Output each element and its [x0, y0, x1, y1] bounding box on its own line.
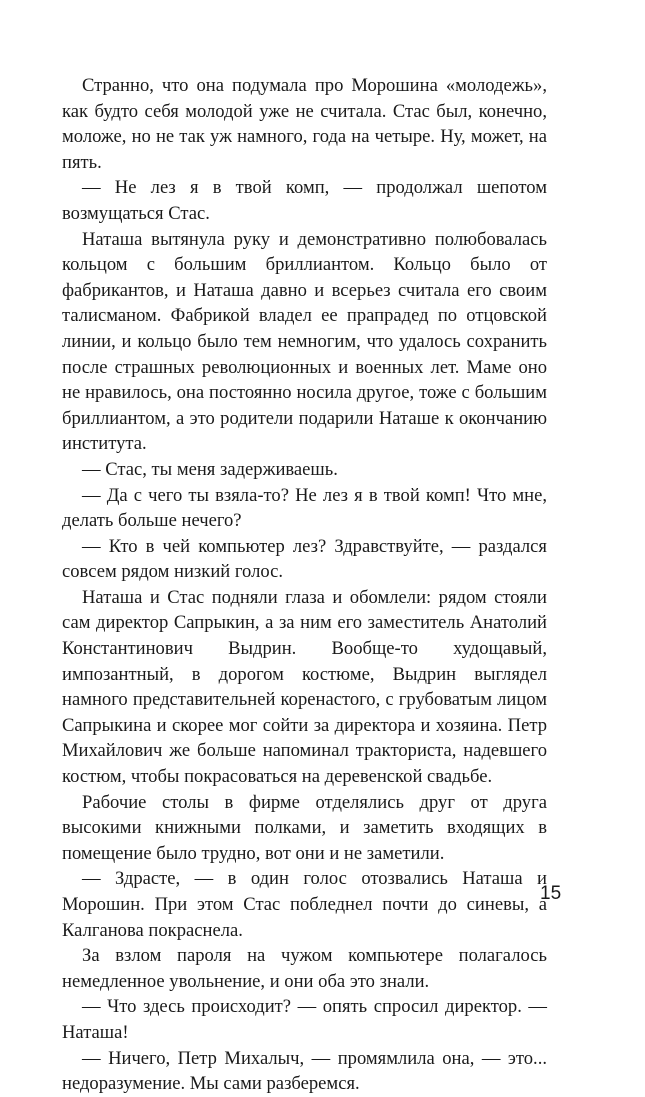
paragraph: — Да с чего ты взяла-то? Не лез я в твой комп! Что мне, делать больше нечего? — [62, 484, 547, 532]
body-text — [62, 73, 547, 1097]
paragraph: Странно, что она подумала про Морошина «молодежь», как будто себя молодой уже не считала. Стас был, конечно, моложе, но не так уж намного, года на четыре. Ну, может, на пять. — [62, 75, 547, 173]
paragraph: Рабочие столы в фирме отделялись друг от друга высокими книжными полками, и заметить входящих в помещение было трудно, вот они и не заметили. — [62, 791, 547, 864]
paragraph: — Ничего, Петр Михалыч, — промямлила она, — это... недоразумение. Мы сами разберемся. — [62, 1047, 547, 1095]
paragraph: Наташа вытянула руку и демонстративно полюбовалась кольцом с большим бриллиантом. Кольцо было от фабрикантов, и Наташа давно и всерьез считала его своим талисманом. Фабрикой владел ее прапрадед по отцовской линии, и кольцо было тем немногим, что удалось сохранить после страшных революционных и военных лет. Маме оно не нравилось, она постоянно носила другое, тоже с большим бриллиантом, а это родители подарили Наташе к окончанию института. — [62, 228, 547, 455]
paragraph: — Стас, ты меня задерживаешь. — [82, 458, 338, 480]
paragraph: — Здрасте, — в один голос отозвались Наташа и Морошин. При этом Стас побледнел почти до синевы, а Калганова покраснела. — [62, 868, 547, 941]
paragraph: За взлом пароля на чужом компьютере полагалось немедленное увольнение, и они оба это знали. — [62, 945, 547, 992]
paragraph: — Что здесь происходит? — опять спросил директор. — Наташа! — [62, 996, 547, 1043]
page-number: 15 — [540, 883, 562, 904]
paragraph: Наташа и Стас подняли глаза и обомлели: рядом стояли сам директор Сапрыкин, а за ним его заместитель Анатолий Константинович Выдрин. Вообще-то худощавый, импозантный, в дорогом костюме, Выдрин выглядел намного представительней коренастого, с грубоватым лицом Сапрыкина и скорее мог сойти за директора и хозяина. Петр Михайлович же больше напоминал тракториста, надевшего костюм, чтобы покрасоваться на деревенской свадьбе. — [62, 586, 547, 788]
paragraph: — Не лез я в твой комп, — продолжал шепотом возмущаться Стас. — [62, 177, 547, 224]
paragraph: — Кто в чей компьютер лез? Здравствуйте, — раздался совсем рядом низкий голос. — [62, 535, 547, 583]
